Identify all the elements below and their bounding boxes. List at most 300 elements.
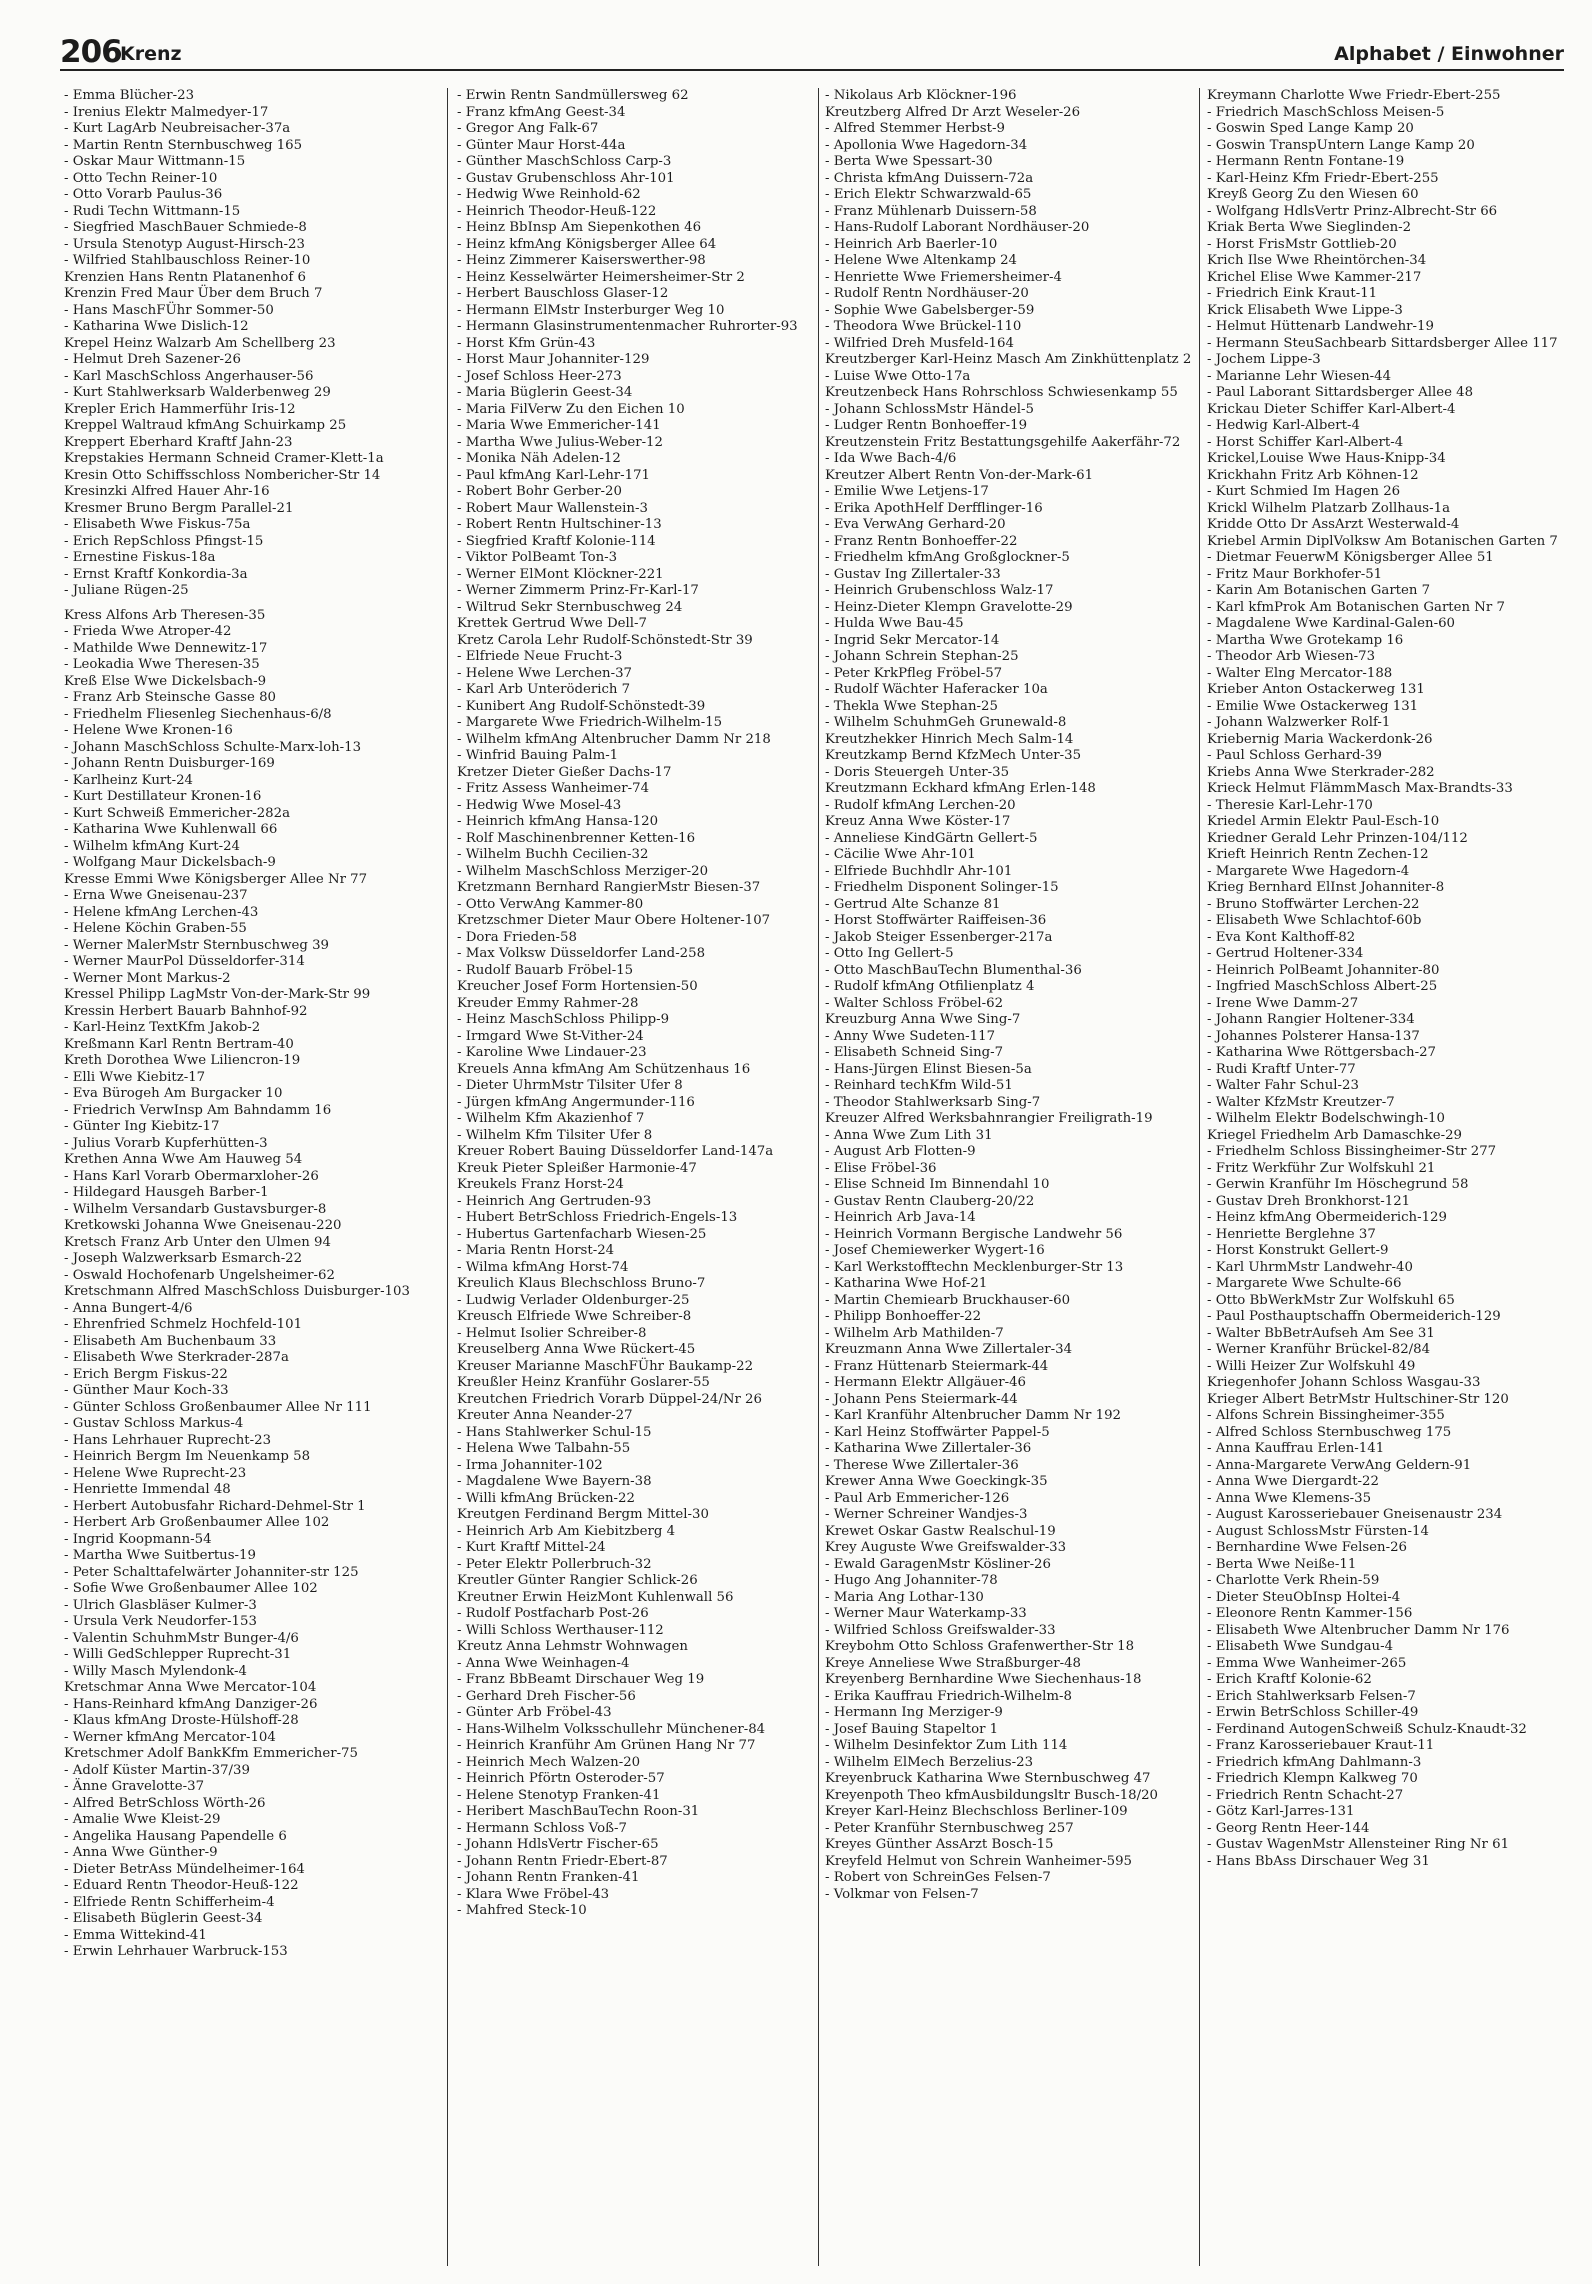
- directory-entry: - Heinrich Mech Walzen-20: [457, 1754, 641, 1770]
- directory-entry: - Wilhelm kfmAng Kurt-24: [64, 838, 240, 854]
- directory-entry: - Elfriede Buchhdlr Ahr-101: [825, 863, 1013, 879]
- directory-entry: - Irene Wwe Damm-27: [1207, 995, 1359, 1011]
- directory-entry: Kreymann Charlotte Wwe Friedr-Ebert-255: [1207, 88, 1501, 103]
- directory-entry: Kretschmar Anna Wwe Mercator-104: [64, 1680, 317, 1695]
- directory-entry: - Hans-Jürgen Elinst Biesen-5a: [825, 1061, 1032, 1077]
- directory-entry: - Oswald Hochofenarb Ungelsheimer-62: [64, 1267, 335, 1283]
- directory-entry: - Franz BbBeamt Dirschauer Weg 19: [457, 1672, 705, 1687]
- directory-entry: - Erwin Rentn Sandmüllersweg 62: [457, 88, 689, 103]
- directory-entry: - Walter Elng Mercator-188: [1207, 665, 1393, 681]
- directory-entry: - Elisabeth Wwe Altenbrucher Damm Nr 176: [1207, 1622, 1510, 1638]
- directory-entry: - Heinz-Dieter Klempn Gravelotte-29: [825, 599, 1073, 615]
- directory-entry: Kreß Else Wwe Dickelsbach-9: [64, 673, 267, 689]
- directory-entry: Kriebs Anna Wwe Sterkrader-282: [1207, 764, 1435, 780]
- directory-entry: - Hubert BetrSchloss Friedrich-Engels-13: [457, 1210, 738, 1225]
- directory-entry: - Fritz Maur Borkhofer-51: [1207, 566, 1383, 582]
- directory-entry: - Emilie Wwe Ostackerweg 131: [1207, 698, 1419, 714]
- directory-entry: - Wiltrud Sekr Sternbuschweg 24: [457, 599, 683, 615]
- directory-entry: - Anna Wwe Klemens-35: [1207, 1490, 1372, 1506]
- directory-entry: - Karl MaschSchloss Angerhauser-56: [64, 368, 314, 384]
- directory-entry: - Anny Wwe Sudeten-117: [825, 1028, 996, 1044]
- directory-entry: - August SchlossMstr Fürsten-14: [1207, 1523, 1429, 1539]
- directory-entry: Kreutz Anna Lehmstr Wohnwagen: [457, 1639, 688, 1654]
- directory-entry: - Hugo Ang Johanniter-78: [825, 1573, 998, 1588]
- directory-entry: - Martha Wwe Julius-Weber-12: [457, 434, 663, 450]
- directory-entry: - Maria Ang Lothar-130: [825, 1589, 984, 1605]
- directory-entry: Kriegenhofer Johann Schloss Wasgau-33: [1207, 1375, 1481, 1390]
- directory-entry: - Werner MaurPol Düsseldorfer-314: [64, 954, 305, 969]
- directory-entry: - Katharina Wwe Dislich-12: [64, 319, 249, 334]
- directory-entry: - Irma Johanniter-102: [457, 1457, 603, 1473]
- directory-entry: - Erwin Lehrhauer Warbruck-153: [64, 1944, 288, 1959]
- directory-entry: - Paul kfmAng Karl-Lehr-171: [457, 467, 650, 483]
- directory-entry: - Margarete Wwe Friedrich-Wilhelm-15: [457, 715, 723, 730]
- directory-entry: - Heinz Kesselwärter Heimersheimer-Str 2: [457, 269, 745, 285]
- directory-entry: - Hans-Rudolf Laborant Nordhäuser-20: [825, 220, 1090, 235]
- directory-entry: - Dieter SteuObInsp Holtei-4: [1207, 1589, 1401, 1605]
- directory-entry: Kretzer Dieter Gießer Dachs-17: [457, 764, 672, 780]
- directory-entry: - Kurt Destillateur Kronen-16: [64, 789, 262, 804]
- directory-entry: - Karin Am Botanischen Garten 7: [1207, 583, 1431, 598]
- directory-entry: - Dieter BetrAss Mündelheimer-164: [64, 1861, 305, 1877]
- directory-entry: Kreutgen Ferdinand Bergm Mittel-30: [457, 1507, 709, 1522]
- directory-entry: - Anna Wwe Günther-9: [64, 1845, 218, 1860]
- directory-entry: Kreutzberger Karl-Heinz Masch Am Zinkhüttenplatz 2: [825, 352, 1192, 367]
- directory-entry: - Georg Rentn Heer-144: [1207, 1820, 1370, 1836]
- directory-entry: - August Karosseriebauer Gneisenaustr 234: [1207, 1507, 1503, 1522]
- directory-entry: - Ulrich Glasbläser Kulmer-3: [64, 1597, 257, 1613]
- directory-entry: - Anna Wwe Zum Lith 31: [825, 1127, 993, 1143]
- directory-entry: Kreuzburg Anna Wwe Sing-7: [825, 1012, 1021, 1027]
- directory-entry: Kress Alfons Arb Theresen-35: [64, 607, 266, 623]
- directory-entry: - Eva Kont Kalthoff-82: [1207, 929, 1356, 945]
- directory-entry: - Helmut Isolier Schreiber-8: [457, 1325, 647, 1341]
- directory-entry: Kreukels Franz Horst-24: [457, 1177, 624, 1192]
- directory-entry: - Martha Wwe Grotekamp 16: [1207, 632, 1404, 648]
- directory-column-2: [457, 88, 833, 2268]
- directory-entry: - Wilhelm Buchh Cecilien-32: [457, 847, 649, 862]
- directory-entry: - Robert Maur Wallenstein-3: [457, 500, 648, 516]
- directory-entry: Krickl Wilhelm Platzarb Zollhaus-1a: [1207, 500, 1450, 516]
- directory-entry: - Margarete Wwe Schulte-66: [1207, 1276, 1402, 1291]
- directory-entry: - Wilhelm Elektr Bodelschwingh-10: [1207, 1111, 1445, 1126]
- directory-entry: Kreyenberg Bernhardine Wwe Siechenhaus-18: [825, 1672, 1142, 1687]
- directory-entry: - Karl-Heinz TextKfm Jakob-2: [64, 1020, 261, 1035]
- directory-entry: - Helmut Hüttenarb Landwehr-19: [1207, 319, 1434, 334]
- directory-entry: - Günther Maur Koch-33: [64, 1383, 229, 1398]
- directory-entry: - Eva VerwAng Gerhard-20: [825, 517, 1006, 532]
- directory-entry: - Erika ApothHelf Derfflinger-16: [825, 500, 1043, 516]
- directory-entry: - Hans Stahlwerker Schul-15: [457, 1424, 652, 1440]
- directory-entry: Kressel Philipp LagMstr Von-der-Mark-Str 99: [64, 987, 371, 1002]
- directory-entry: - Erich Stahlwerksarb Felsen-7: [1207, 1688, 1416, 1704]
- directory-entry: - Kurt Kraftf Mittel-24: [457, 1540, 606, 1555]
- directory-entry: - Alfred Schloss Sternbuschweg 175: [1207, 1424, 1452, 1440]
- directory-entry: - Magdalene Wwe Kardinal-Galen-60: [1207, 616, 1456, 631]
- directory-entry: - Henriette Immendal 48: [64, 1482, 231, 1497]
- directory-entry: - Anna Wwe Weinhagen-4: [457, 1655, 630, 1671]
- directory-entry: - Maria Rentn Horst-24: [457, 1243, 615, 1258]
- directory-entry: Kreuzer Alfred Werksbahnrangier Freiligrath-19: [825, 1111, 1153, 1126]
- directory-entry: Krewet Oskar Gastw Realschul-19: [825, 1523, 1056, 1539]
- directory-entry: - Rudolf Bauarb Fröbel-15: [457, 962, 634, 978]
- directory-entry: - Franz Mühlenarb Duissern-58: [825, 203, 1037, 219]
- directory-entry: - Nikolaus Arb Klöckner-196: [825, 88, 1017, 103]
- directory-entry: - Maria FilVerw Zu den Eichen 10: [457, 401, 685, 417]
- directory-entry: - Oskar Maur Wittmann-15: [64, 154, 246, 169]
- directory-entry: - Günter Arb Fröbel-43: [457, 1705, 612, 1720]
- directory-entry: - Irmgard Wwe St-Vither-24: [457, 1028, 644, 1044]
- directory-entry: - Alfred Stemmer Herbst-9: [825, 121, 1005, 136]
- directory-entry: - Josef Chemiewerker Wygert-16: [825, 1243, 1045, 1258]
- directory-entry: - Eva Bürogeh Am Burgacker 10: [64, 1086, 283, 1101]
- directory-entry: - Karoline Wwe Lindauer-23: [457, 1045, 647, 1060]
- directory-entry: - Götz Karl-Jarres-131: [1207, 1804, 1355, 1819]
- directory-entry: - Heinrich Arb Baerler-10: [825, 236, 998, 252]
- directory-entry: - Henriette Berglehne 37: [1207, 1226, 1376, 1242]
- directory-entry: - Günter Schloss Großenbaumer Allee Nr 111: [64, 1399, 372, 1415]
- directory-entry: Kreth Dorothea Wwe Liliencron-19: [64, 1053, 301, 1068]
- directory-entry: - Wilhelm kfmAng Altenbrucher Damm Nr 218: [457, 731, 771, 747]
- directory-entry: - Erich Kraftf Kolonie-62: [1207, 1672, 1372, 1687]
- directory-entry: - Heinrich Kranführ Am Grünen Hang Nr 77: [457, 1738, 756, 1753]
- directory-entry: - Heinrich Grubenschloss Walz-17: [825, 583, 1054, 598]
- directory-entry: - Max Volksw Düsseldorfer Land-258: [457, 946, 706, 961]
- directory-entry: - Elli Wwe Kiebitz-17: [64, 1069, 206, 1085]
- directory-entry: - Werner ElMont Klöckner-221: [457, 566, 664, 582]
- directory-entry: - Adolf Küster Martin-37/39: [64, 1762, 250, 1778]
- directory-entry: - Walter KfzMstr Kreutzer-7: [1207, 1094, 1395, 1110]
- directory-entry: - Helmut Dreh Sazener-26: [64, 352, 241, 367]
- directory-entry: Krettek Gertrud Wwe Dell-7: [457, 616, 647, 631]
- directory-entry: - Erich Bergm Fiskus-22: [64, 1366, 228, 1382]
- directory-entry: Kreuels Anna kfmAng Am Schützenhaus 16: [457, 1061, 751, 1077]
- directory-entry: Krewer Anna Wwe Goeckingk-35: [825, 1474, 1048, 1489]
- directory-entry: - Heinrich Pförtn Osteroder-57: [457, 1771, 665, 1786]
- directory-entry: - Rudi Kraftf Unter-77: [1207, 1061, 1356, 1077]
- directory-entry: - Ingrid Koopmann-54: [64, 1531, 212, 1547]
- directory-entry: Kreutchen Friedrich Vorarb Düppel-24/Nr 26: [457, 1391, 762, 1407]
- directory-entry: - Friedrich Rentn Schacht-27: [1207, 1787, 1404, 1803]
- directory-entry: - Wilfried Stahlbauschloss Reiner-10: [64, 253, 311, 268]
- directory-entry: - Siegfried Kraftf Kolonie-114: [457, 533, 656, 549]
- directory-entry: Kreppel Waltraud kfmAng Schuirkamp 25: [64, 418, 347, 433]
- directory-entry: - Klara Wwe Fröbel-43: [457, 1886, 610, 1902]
- directory-entry: - Ursula Verk Neudorfer-153: [64, 1614, 257, 1629]
- directory-entry: - Werner MalerMstr Sternbuschweg 39: [64, 937, 329, 953]
- directory-entry: - Friedrich Eink Kraut-11: [1207, 286, 1378, 301]
- directory-entry: - Johannes Polsterer Hansa-137: [1207, 1028, 1420, 1044]
- directory-entry: - Charlotte Verk Rhein-59: [1207, 1573, 1380, 1588]
- directory-entry: Kreutler Günter Rangier Schlick-26: [457, 1573, 698, 1588]
- directory-entry: - Katharina Wwe Röttgersbach-27: [1207, 1045, 1437, 1060]
- directory-entry: - Franz Hüttenarb Steiermark-44: [825, 1358, 1049, 1374]
- directory-entry: - Franz kfmAng Geest-34: [457, 104, 626, 120]
- directory-entry: Kreuk Pieter Spleißer Harmonie-47: [457, 1160, 697, 1176]
- directory-entry: - Karlheinz Kurt-24: [64, 772, 193, 788]
- directory-entry: - Thekla Wwe Stephan-25: [825, 698, 998, 714]
- directory-entry: - Marianne Lehr Wiesen-44: [1207, 368, 1392, 384]
- directory-entry: - Erwin BetrSchloss Schiller-49: [1207, 1705, 1419, 1720]
- directory-entry: - Leokadia Wwe Theresen-35: [64, 657, 260, 672]
- directory-entry: - Hulda Wwe Bau-45: [825, 616, 964, 631]
- directory-entry: - Helene kfmAng Lerchen-43: [64, 904, 259, 920]
- directory-entry: - Walter Fahr Schul-23: [1207, 1078, 1359, 1093]
- directory-entry: Kreßmann Karl Rentn Bertram-40: [64, 1036, 294, 1052]
- directory-entry: Kretkowski Johanna Wwe Gneisenau-220: [64, 1218, 342, 1233]
- directory-entry: - Bruno Stoffwärter Lerchen-22: [1207, 896, 1420, 912]
- directory-entry: - Karl Heinz Stoffwärter Pappel-5: [825, 1424, 1050, 1440]
- directory-entry: Krickhahn Fritz Arb Köhnen-12: [1207, 467, 1419, 483]
- directory-entry: Kreutzkamp Bernd KfzMech Unter-35: [825, 748, 1082, 763]
- directory-entry: Kreutner Erwin HeizMont Kuhlenwall 56: [457, 1589, 734, 1605]
- directory-entry: - Elisabeth Wwe Sundgau-4: [1207, 1639, 1394, 1654]
- directory-entry: - Paul Schloss Gerhard-39: [1207, 748, 1382, 763]
- directory-entry: - Helene Wwe Kronen-16: [64, 723, 233, 738]
- directory-entry: - Wilhelm Kfm Tilsiter Ufer 8: [457, 1127, 653, 1143]
- directory-entry: Kreyes Günther AssArzt Bosch-15: [825, 1837, 1054, 1852]
- directory-entry: Kresse Emmi Wwe Königsberger Allee Nr 77: [64, 871, 368, 887]
- directory-entry: - Willi kfmAng Brücken-22: [457, 1490, 635, 1506]
- directory-entry: - Karl-Heinz Kfm Friedr-Ebert-255: [1207, 170, 1439, 186]
- directory-entry: - Winfrid Bauing Palm-1: [457, 748, 619, 763]
- directory-entry: - Gustav Grubenschloss Ahr-101: [457, 170, 675, 186]
- directory-entry: Kriedel Armin Elektr Paul-Esch-10: [1207, 814, 1440, 829]
- directory-entry: - Reinhard techKfm Wild-51: [825, 1078, 1013, 1093]
- directory-entry: - Erich Elektr Schwarzwald-65: [825, 187, 1032, 202]
- directory-entry: Krichel Elise Wwe Kammer-217: [1207, 269, 1422, 285]
- directory-entry: - Ida Wwe Bach-4/6: [825, 451, 957, 466]
- directory-entry: - Hans MaschFÜhr Sommer-50: [64, 302, 274, 318]
- directory-entry: - Hans BbAss Dirschauer Weg 31: [1207, 1853, 1430, 1869]
- directory-entry: - Hedwig Karl-Albert-4: [1207, 418, 1360, 433]
- directory-entry: - Hans Karl Vorarb Obermarxloher-26: [64, 1168, 319, 1184]
- directory-entry: - Maria Wwe Emmericher-141: [457, 418, 661, 433]
- directory-entry: Kreutzenstein Fritz Bestattungsgehilfe Aakerfähr-72: [825, 434, 1181, 450]
- directory-entry: - Elise Schneid Im Binnendahl 10: [825, 1177, 1050, 1192]
- directory-entry: Kreußler Heinz Kranführ Goslarer-55: [457, 1375, 710, 1390]
- directory-entry: - Erich RepSchloss Pfingst-15: [64, 533, 264, 549]
- directory-entry: - Änne Gravelotte-37: [64, 1779, 205, 1794]
- directory-entry: - Eleonore Rentn Kammer-156: [1207, 1606, 1413, 1621]
- directory-entry: Krieck Helmut FlämmMasch Max-Brandts-33: [1207, 781, 1513, 796]
- directory-entry: - Elisabeth Büglerin Geest-34: [64, 1911, 263, 1926]
- directory-entry: Kreuzmann Anna Wwe Zillertaler-34: [825, 1342, 1073, 1357]
- directory-entry: - Elisabeth Wwe Sterkrader-287a: [64, 1350, 289, 1365]
- directory-entry: - Emma Blücher-23: [64, 88, 195, 103]
- directory-entry: - Erika Kauffrau Friedrich-Wilhelm-8: [825, 1688, 1072, 1704]
- directory-entry: - Volkmar von Felsen-7: [825, 1886, 979, 1902]
- directory-entry: Kreusch Elfriede Wwe Schreiber-8: [457, 1309, 692, 1324]
- directory-entry: - Wilhelm Desinfektor Zum Lith 114: [825, 1738, 1068, 1753]
- directory-entry: - Heinrich Arb Am Kiebitzberg 4: [457, 1523, 676, 1539]
- directory-entry: - Anna-Margarete VerwAng Geldern-91: [1207, 1457, 1472, 1473]
- directory-entry: - Jürgen kfmAng Angermunder-116: [457, 1094, 695, 1110]
- directory-entry: - Ernestine Fiskus-18a: [64, 550, 216, 565]
- directory-entry: - Wolfgang HdlsVertr Prinz-Albrecht-Str 66: [1207, 203, 1498, 219]
- directory-entry: Krickel,Louise Wwe Haus-Knipp-34: [1207, 451, 1446, 466]
- directory-entry: - Friedrich kfmAng Dahlmann-3: [1207, 1754, 1422, 1770]
- directory-entry: Krey Auguste Wwe Greifswalder-33: [825, 1540, 1067, 1555]
- directory-entry: - Margarete Wwe Hagedorn-4: [1207, 863, 1410, 879]
- directory-entry: - Rudolf Rentn Nordhäuser-20: [825, 286, 1029, 301]
- directory-entry: - Hedwig Wwe Mosel-43: [457, 797, 622, 813]
- directory-entry: - Heinz BbInsp Am Siepenkothen 46: [457, 220, 702, 235]
- directory-entry: - Josef Bauing Stapeltor 1: [825, 1721, 999, 1737]
- directory-entry: - Otto BbWerkMstr Zur Wolfskuhl 65: [1207, 1292, 1455, 1308]
- directory-entry: - Elisabeth Am Buchenbaum 33: [64, 1333, 277, 1349]
- directory-entry: - Gustav WagenMstr Allensteiner Ring Nr 61: [1207, 1837, 1510, 1852]
- directory-entry: - Werner Kranführ Brückel-82/84: [1207, 1342, 1431, 1357]
- directory-entry: - Hedwig Wwe Reinhold-62: [457, 187, 641, 202]
- directory-entry: - Theodora Wwe Brückel-110: [825, 319, 1022, 334]
- directory-entry: - Friedrich Klempn Kalkweg 70: [1207, 1771, 1418, 1786]
- directory-entry: - Karl Arb Unteröderich 7: [457, 682, 631, 697]
- directory-entry: Kreucher Josef Form Hortensien-50: [457, 979, 698, 994]
- directory-entry: - Anna Bungert-4/6: [64, 1300, 193, 1316]
- directory-entry: - Peter Schalttafelwärter Johanniter-str 125: [64, 1564, 359, 1580]
- directory-entry: - Heinrich PolBeamt Johanniter-80: [1207, 962, 1440, 978]
- directory-entry: - Franz Rentn Bonhoeffer-22: [825, 533, 1018, 549]
- directory-entry: - Johann HdlsVertr Fischer-65: [457, 1837, 659, 1852]
- directory-entry: - Fritz Assess Wanheimer-74: [457, 781, 650, 796]
- directory-entry: Kriebel Armin DiplVolksw Am Botanischen Garten 7: [1207, 533, 1558, 549]
- directory-column-1: [64, 88, 440, 2268]
- directory-entry: Krepel Heinz Walzarb Am Schellberg 23: [64, 335, 336, 351]
- directory-entry: - Robert Bohr Gerber-20: [457, 484, 622, 499]
- directory-entry: - Fritz Werkführ Zur Wolfskuhl 21: [1207, 1160, 1436, 1176]
- directory-entry: - Karl Kranführ Altenbrucher Damm Nr 192: [825, 1408, 1121, 1423]
- directory-entry: - Dietmar FeuerwM Königsberger Allee 51: [1207, 550, 1494, 565]
- directory-entry: - Hans Lehrhauer Ruprecht-23: [64, 1432, 272, 1448]
- directory-entry: Krich Ilse Wwe Rheintörchen-34: [1207, 253, 1427, 268]
- directory-entry: - Johann SchlossMstr Händel-5: [825, 401, 1034, 417]
- directory-entry: - Werner kfmAng Mercator-104: [64, 1729, 276, 1745]
- directory-entry: Kreutzer Albert Rentn Von-der-Mark-61: [825, 467, 1094, 483]
- directory-entry: - Sofie Wwe Großenbaumer Allee 102: [64, 1581, 318, 1596]
- directory-entry: - Elisabeth Schneid Sing-7: [825, 1045, 1004, 1060]
- directory-entry: - Monika Näh Adelen-12: [457, 451, 621, 466]
- directory-entry: - Paul Posthauptschaffn Obermeiderich-129: [1207, 1309, 1501, 1324]
- directory-entry: Kretschmer Adolf BankKfm Emmericher-75: [64, 1746, 358, 1761]
- directory-entry: - Berta Wwe Spessart-30: [825, 154, 993, 169]
- directory-entry: - Christa kfmAng Duissern-72a: [825, 170, 1034, 186]
- directory-entry: - Kurt Stahlwerksarb Walderbenweg 29: [64, 385, 331, 400]
- directory-entry: - Alfred BetrSchloss Wörth-26: [64, 1795, 266, 1811]
- directory-entry: - Klaus kfmAng Droste-Hülshoff-28: [64, 1713, 299, 1728]
- directory-entry: - Werner Mont Markus-2: [64, 970, 231, 986]
- directory-entry: - Ernst Kraftf Konkordia-3a: [64, 566, 248, 582]
- directory-entry: Kretschmann Alfred MaschSchloss Duisburger-103: [64, 1284, 410, 1299]
- directory-entry: - Hermann Rentn Fontane-19: [1207, 154, 1405, 169]
- directory-entry: - Friedrich MaschSchloss Meisen-5: [1207, 104, 1445, 120]
- directory-entry: - Johann Pens Steiermark-44: [825, 1391, 1018, 1407]
- directory-entry: - Hermann SteuSachbearb Sittardsberger Allee 117: [1207, 335, 1558, 351]
- directory-entry: Kreutzhekker Hinrich Mech Salm-14: [825, 731, 1074, 747]
- directory-entry: - Goswin TranspUntern Lange Kamp 20: [1207, 137, 1475, 153]
- directory-entry: - Eduard Rentn Theodor-Heuß-122: [64, 1878, 299, 1893]
- directory-entry: - Friedhelm Schloss Bissingheimer-Str 277: [1207, 1144, 1497, 1159]
- directory-entry: - Helene Wwe Lerchen-37: [457, 665, 633, 681]
- directory-entry: Kriebernig Maria Wackerdonk-26: [1207, 731, 1433, 747]
- directory-entry: - Willi GedSchlepper Ruprecht-31: [64, 1647, 292, 1662]
- directory-entry: - Apollonia Wwe Hagedorn-34: [825, 137, 1028, 153]
- directory-entry: - Heinrich Ang Gertruden-93: [457, 1193, 652, 1209]
- directory-column-3: [825, 88, 1201, 2268]
- directory-entry: - Paul Laborant Sittardsberger Allee 48: [1207, 385, 1474, 400]
- directory-entry: - Martha Wwe Suitbertus-19: [64, 1548, 256, 1563]
- directory-entry: - Theodor Stahlwerksarb Sing-7: [825, 1094, 1041, 1110]
- directory-entry: - Johann Walzwerker Rolf-1: [1207, 715, 1391, 730]
- directory-entry: - Heinz kfmAng Königsberger Allee 64: [457, 236, 717, 252]
- directory-entry: - Katharina Wwe Hof-21: [825, 1276, 988, 1291]
- directory-entry: - Gerwin Kranführ Im Höschegrund 58: [1207, 1177, 1469, 1192]
- directory-entry: - Ingfried MaschSchloss Albert-25: [1207, 979, 1438, 994]
- directory-entry: Kreyß Georg Zu den Wiesen 60: [1207, 187, 1419, 202]
- directory-entry: - Otto Ing Gellert-5: [825, 946, 954, 961]
- directory-entry: Kresmer Bruno Bergm Parallel-21: [64, 500, 294, 516]
- directory-entry: - Friedrich VerwInsp Am Bahndamm 16: [64, 1102, 332, 1118]
- directory-entry: - Heinz MaschSchloss Philipp-9: [457, 1012, 670, 1027]
- directory-entry: - Hermann ElMstr Insterburger Weg 10: [457, 302, 725, 318]
- directory-entry: Kreuser Marianne MaschFÜhr Baukamp-22: [457, 1358, 754, 1374]
- directory-entry: - Martin Chemiearb Bruckhauser-60: [825, 1292, 1071, 1308]
- directory-entry: - Theodor Arb Wiesen-73: [1207, 649, 1376, 664]
- directory-entry: - Elfriede Neue Frucht-3: [457, 649, 623, 664]
- directory-entry: - Johann Rentn Franken-41: [457, 1870, 640, 1885]
- directory-entry: - Hermann Elektr Allgäuer-46: [825, 1375, 1026, 1390]
- directory-entry: - Paul Arb Emmericher-126: [825, 1490, 1010, 1506]
- directory-entry: - Horst Maur Johanniter-129: [457, 352, 650, 367]
- directory-entry: Kressin Herbert Bauarb Bahnhof-92: [64, 1003, 308, 1019]
- directory-entry: - Ewald GaragenMstr Kösliner-26: [825, 1556, 1051, 1572]
- directory-entry: - Walter BbBetrAufseh Am See 31: [1207, 1325, 1435, 1341]
- directory-entry: - Johann Rentn Duisburger-169: [64, 756, 275, 771]
- directory-entry: - Walter Schloss Fröbel-62: [825, 995, 1004, 1011]
- directory-entry: - Helene Wwe Altenkamp 24: [825, 253, 1017, 268]
- directory-entry: - Gregor Ang Falk-67: [457, 121, 599, 136]
- directory-entry: Kretz Carola Lehr Rudolf-Schönstedt-Str 39: [457, 632, 753, 648]
- directory-entry: - Heinrich Arb Java-14: [825, 1210, 976, 1225]
- directory-entry: - Günther MaschSchloss Carp-3: [457, 154, 672, 169]
- directory-entry: Kreybohm Otto Schloss Grafenwerther-Str 18: [825, 1639, 1135, 1654]
- column-divider: [447, 88, 448, 2266]
- directory-entry: - Heribert MaschBauTechn Roon-31: [457, 1804, 700, 1819]
- directory-entry: - Heinz kfmAng Obermeiderich-129: [1207, 1210, 1447, 1225]
- directory-entry: - Philipp Bonhoeffer-22: [825, 1309, 982, 1324]
- directory-entry: - Dora Frieden-58: [457, 929, 577, 945]
- directory-entry: - Ehrenfried Schmelz Hochfeld-101: [64, 1317, 303, 1332]
- directory-entry: - Willi Schloss Werthauser-112: [457, 1622, 664, 1638]
- directory-entry: Kreyer Karl-Heinz Blechschloss Berliner-109: [825, 1804, 1128, 1819]
- directory-entry: - Johann Rangier Holtener-334: [1207, 1012, 1415, 1027]
- directory-entry: - Elisabeth Wwe Schlachtof-60b: [1207, 913, 1422, 928]
- directory-entry: - Joseph Walzwerksarb Esmarch-22: [64, 1251, 303, 1266]
- directory-entry: - Anna Wwe Diergardt-22: [1207, 1474, 1379, 1489]
- directory-entry: - Günter Maur Horst-44a: [457, 137, 626, 153]
- directory-entry: - Wilfried Dreh Musfeld-164: [825, 335, 1014, 351]
- directory-entry: - Peter Elektr Pollerbruch-32: [457, 1556, 652, 1572]
- directory-entry: - Werner Maur Waterkamp-33: [825, 1606, 1027, 1621]
- directory-entry: - Frieda Wwe Atroper-42: [64, 624, 232, 639]
- directory-entry: Kreulich Klaus Blechschloss Bruno-7: [457, 1276, 706, 1291]
- directory-entry: - Robert Rentn Hultschiner-13: [457, 517, 662, 532]
- directory-entry: - Berta Wwe Neiße-11: [1207, 1556, 1357, 1572]
- directory-entry: Kreutzmann Eckhard kfmAng Erlen-148: [825, 781, 1096, 796]
- directory-entry: Kreuz Anna Wwe Köster-17: [825, 814, 1011, 829]
- directory-entry: Kresinzki Alfred Hauer Ahr-16: [64, 484, 270, 499]
- directory-entry: - Goswin Sped Lange Kamp 20: [1207, 121, 1414, 136]
